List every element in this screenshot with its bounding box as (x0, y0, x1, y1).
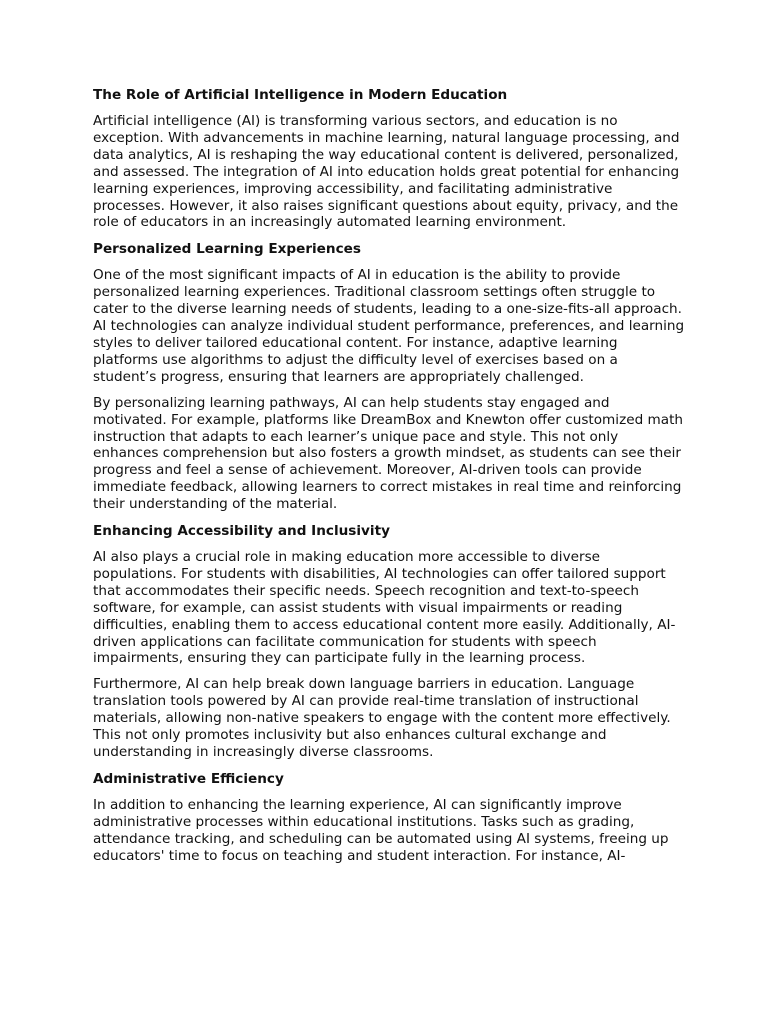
document-title: The Role of Artificial Intelligence in Modern Education (93, 87, 508, 103)
section-heading-accessibility: Enhancing Accessibility and Inclusivity (93, 523, 390, 540)
paragraph: One of the most significant impacts of AI in education is the ability to provide personalized learning experiences. Traditional classroom settings often struggle to cater to the diverse learning needs of students, leading to a one-size-fits-all approach. AI technologies can analyze individual student performance, preferences, and learning styles to deliver tailored educational content. For instance, adaptive learning platforms use algorithms to adjust the difficulty level of exercises based on a student’s progress, ensuring that learners are appropriately challenged. (93, 267, 685, 385)
paragraph: AI also plays a crucial role in making education more accessible to diverse populations. For students with disabilities, AI technologies can offer tailored support that accommodates their specific needs. Speech recognition and text-to-speech software, for example, can assist students with visual impairments or reading difficulties, enabling them to access educational content more easily. Additionally, AI-driven applications can facilitate communication for students with speech impairments, ensuring they can participate fully in the learning process. (93, 549, 676, 667)
paragraph: Furthermore, AI can help break down language barriers in education. Language translation tools powered by AI can provide real-time translation of instructional materials, allowing non-native speakers to engage with the content more effectively. This not only promotes inclusivity but also enhances cultural exchange and understanding in increasingly diverse classrooms. (93, 676, 671, 760)
paragraph: By personalizing learning pathways, AI can help students stay engaged and motivated. For example, platforms like DreamBox and Knewton offer customized math instruction that adapts to each learner’s unique pace and style. This not only enhances comprehension but also fosters a growth mindset, as students can see their progress and feel a sense of achievement. Moreover, AI-driven tools can provide immediate feedback, allowing learners to correct mistakes in real time and reinforcing their understanding of the material. (93, 394, 684, 513)
section-heading-administrative-efficiency: Administrative Efficiency (93, 770, 284, 787)
section-heading-personalized-learning: Personalized Learning Experiences (93, 241, 361, 258)
paragraph: In addition to enhancing the learning experience, AI can significantly improve administrative processes within educational institutions. Tasks such as grading, attendance tracking, and scheduling can be automated using AI systems, freeing up educators' time to focus on teaching and student interaction. For instance, AI- (93, 796, 669, 864)
intro-paragraph: Artificial intelligence (AI) is transforming various sectors, and education is no exception. With advancements in machine learning, natural language processing, and data analytics, AI is reshaping the way educational content is delivered, personalized, and assessed. The integration of AI into education holds great potential for enhancing learning experiences, improving accessibility, and facilitating administrative processes. However, it also raises significant questions about equity, privacy, and the role of educators in an increasingly automated learning environment. (93, 113, 680, 231)
document-body (93, 86, 685, 874)
